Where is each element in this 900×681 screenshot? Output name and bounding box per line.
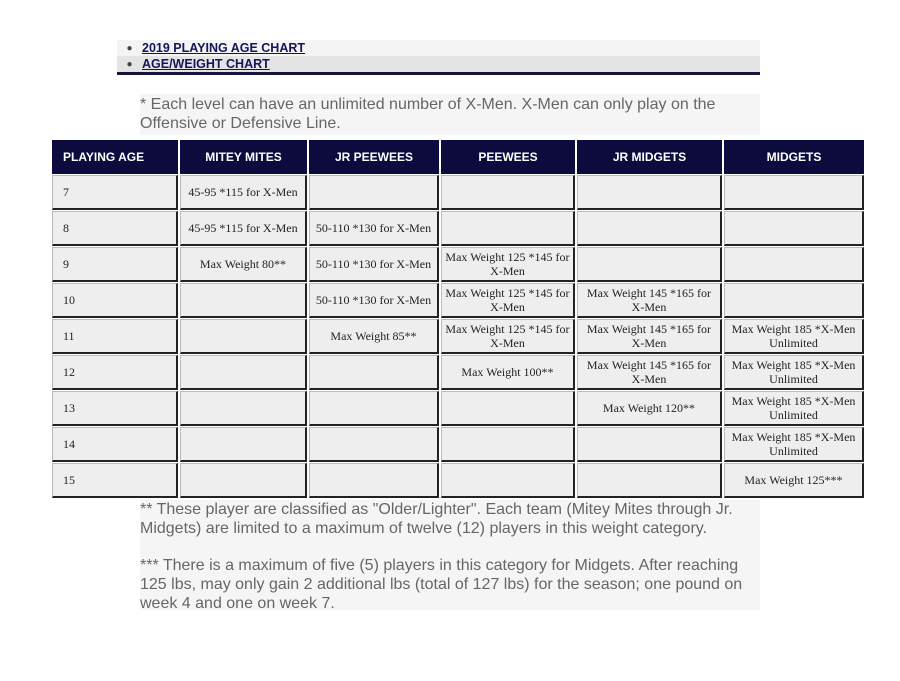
link-row-age-weight — [117, 56, 760, 72]
header-midgets: MIDGETS — [724, 140, 864, 174]
table-header-row — [52, 140, 864, 174]
mitey-mites-cell: 45-95 *115 for X-Men — [180, 175, 307, 210]
mitey-mites-cell: 45-95 *115 for X-Men — [180, 211, 307, 246]
jr-midgets-cell — [577, 427, 722, 462]
x-men-note: * Each level can have an unlimited number of X-Men. X-Men can only play on the Offensive or Defensive Line. — [140, 94, 760, 135]
midgets-limit-note: *** There is a maximum of five (5) players in this category for Midgets. After reaching 125 lbs, may only gain 2 additional lbs (total of 127 lbs) for the season; one pound on week 4 and one on week 7. — [140, 557, 743, 612]
jr-peewees-cell — [309, 175, 439, 210]
jr-midgets-cell: Max Weight 145 *165 for X-Men — [577, 355, 722, 390]
peewees-cell — [441, 175, 575, 210]
midgets-cell: Max Weight 185 *X-Men Unlimited — [724, 319, 864, 354]
age-cell: 9 — [52, 247, 178, 282]
mitey-mites-cell — [180, 391, 307, 426]
midgets-cell — [724, 247, 864, 282]
peewees-cell — [441, 391, 575, 426]
mitey-mites-cell: Max Weight 80** — [180, 247, 307, 282]
table-row — [52, 319, 864, 354]
midgets-cell: Max Weight 125*** — [724, 463, 864, 498]
weight-category-notes — [140, 500, 760, 610]
age-weight-table — [50, 139, 866, 499]
table-row — [52, 427, 864, 462]
jr-midgets-cell — [577, 463, 722, 498]
age-cell: 11 — [52, 319, 178, 354]
jr-peewees-cell: 50-110 *130 for X-Men — [309, 211, 439, 246]
table-row — [52, 211, 864, 246]
midgets-cell: Max Weight 185 *X-Men Unlimited — [724, 427, 864, 462]
jr-midgets-cell — [577, 211, 722, 246]
mitey-mites-cell — [180, 355, 307, 390]
peewees-cell — [441, 463, 575, 498]
midgets-cell: Max Weight 185 *X-Men Unlimited — [724, 391, 864, 426]
age-cell: 7 — [52, 175, 178, 210]
mitey-mites-cell — [180, 427, 307, 462]
jr-midgets-cell: Max Weight 145 *165 for X-Men — [577, 283, 722, 318]
peewees-cell — [441, 211, 575, 246]
table-row — [52, 463, 864, 498]
jr-midgets-cell: Max Weight 145 *165 for X-Men — [577, 319, 722, 354]
jr-peewees-cell: 50-110 *130 for X-Men — [309, 283, 439, 318]
age-cell: 10 — [52, 283, 178, 318]
jr-midgets-cell: Max Weight 120** — [577, 391, 722, 426]
jr-peewees-cell — [309, 391, 439, 426]
jr-midgets-cell — [577, 247, 722, 282]
playing-age-chart-link[interactable]: 2019 PLAYING AGE CHART — [142, 41, 306, 55]
bullet-icon: ● — [126, 58, 133, 70]
header-playing-age: PLAYING AGE — [52, 140, 178, 174]
peewees-cell: Max Weight 125 *145 for X-Men — [441, 319, 575, 354]
jr-peewees-cell: 50-110 *130 for X-Men — [309, 247, 439, 282]
peewees-cell: Max Weight 125 *145 for X-Men — [441, 247, 575, 282]
age-cell: 15 — [52, 463, 178, 498]
table-row — [52, 391, 864, 426]
midgets-cell: Max Weight 185 *X-Men Unlimited — [724, 355, 864, 390]
peewees-cell: Max Weight 125 *145 for X-Men — [441, 283, 575, 318]
older-lighter-note: ** These player are classified as "Older/Lighter". Each team (Mitey Mites through Jr. Midgets) are limited to a maximum of twelve (12) players in this weight category. — [140, 501, 733, 537]
jr-peewees-cell: Max Weight 85** — [309, 319, 439, 354]
header-peewees: PEEWEES — [441, 140, 575, 174]
table-row — [52, 283, 864, 318]
age-cell: 14 — [52, 427, 178, 462]
age-cell: 13 — [52, 391, 178, 426]
age-cell: 8 — [52, 211, 178, 246]
mitey-mites-cell — [180, 283, 307, 318]
header-jr-midgets: JR MIDGETS — [577, 140, 722, 174]
peewees-cell: Max Weight 100** — [441, 355, 575, 390]
mitey-mites-cell — [180, 319, 307, 354]
midgets-cell — [724, 283, 864, 318]
table-row — [52, 175, 864, 210]
header-mitey-mites: MITEY MITES — [180, 140, 307, 174]
header-jr-peewees: JR PEEWEES — [309, 140, 439, 174]
midgets-cell — [724, 175, 864, 210]
jr-peewees-cell — [309, 463, 439, 498]
midgets-cell — [724, 211, 864, 246]
peewees-cell — [441, 427, 575, 462]
mitey-mites-cell — [180, 463, 307, 498]
table-row — [52, 247, 864, 282]
jr-peewees-cell — [309, 355, 439, 390]
table-row — [52, 355, 864, 390]
bullet-icon: ● — [126, 42, 133, 54]
chart-links-list — [117, 40, 760, 75]
jr-peewees-cell — [309, 427, 439, 462]
age-weight-chart-link[interactable]: AGE/WEIGHT CHART — [142, 57, 270, 71]
link-row-playing-age — [117, 40, 760, 56]
jr-midgets-cell — [577, 175, 722, 210]
age-cell: 12 — [52, 355, 178, 390]
